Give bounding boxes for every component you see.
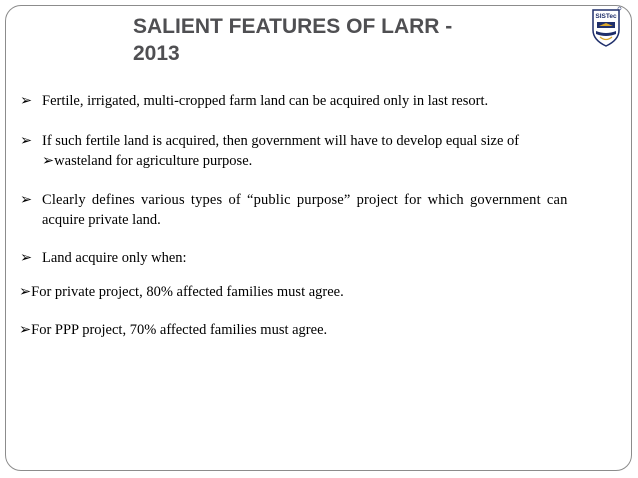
bullet-1-text: Fertile, irrigated, multi-cropped farm land can be acquired only in last resort.: [42, 93, 489, 109]
sub-point-1-text: For private project, 80% affected families must agree.: [31, 284, 344, 300]
bullet-4: [20, 248, 624, 268]
slide-title: [133, 13, 513, 67]
bullet-2-text: If such fertile land is acquired, then government will have to develop equal size of: [42, 133, 520, 149]
arrow-bullet-icon: ➢: [20, 93, 33, 109]
arrow-bullet-icon: ➢: [20, 133, 33, 149]
logo-text: SISTec: [595, 13, 617, 20]
sub-point-2-text: For PPP project, 70% affected families must agree.: [31, 322, 328, 338]
bullet-3-continuation: [20, 210, 624, 230]
arrow-bullet-icon: ➢: [20, 250, 33, 266]
bullet-3-text-line2: acquire private land.: [42, 212, 161, 228]
arrow-bullet-icon: ➢: [19, 322, 32, 338]
sistec-logo: [590, 6, 622, 48]
arrow-bullet-icon: ➢: [42, 153, 55, 169]
bullet-4-text: Land acquire only when:: [42, 250, 187, 266]
sub-point-2: [19, 320, 623, 340]
arrow-bullet-icon: ➢: [19, 284, 32, 300]
sub-point-1: [19, 282, 623, 302]
bullet-2-continuation-text: wasteland for agriculture purpose.: [54, 153, 253, 169]
slide-frame: [5, 5, 632, 471]
arrow-bullet-icon: ➢: [20, 192, 33, 208]
bullet-1: [20, 91, 624, 111]
bullet-2-continuation: [20, 151, 624, 171]
slide-title-line2: 2013: [133, 42, 180, 65]
bullet-2: [20, 131, 624, 151]
bullet-3-text-line1: Clearly defines various types of “public purpose” project for which government can: [42, 192, 568, 208]
bullet-3: [20, 190, 624, 210]
slide-title-line1: SALIENT FEATURES OF LARR -: [133, 15, 453, 38]
